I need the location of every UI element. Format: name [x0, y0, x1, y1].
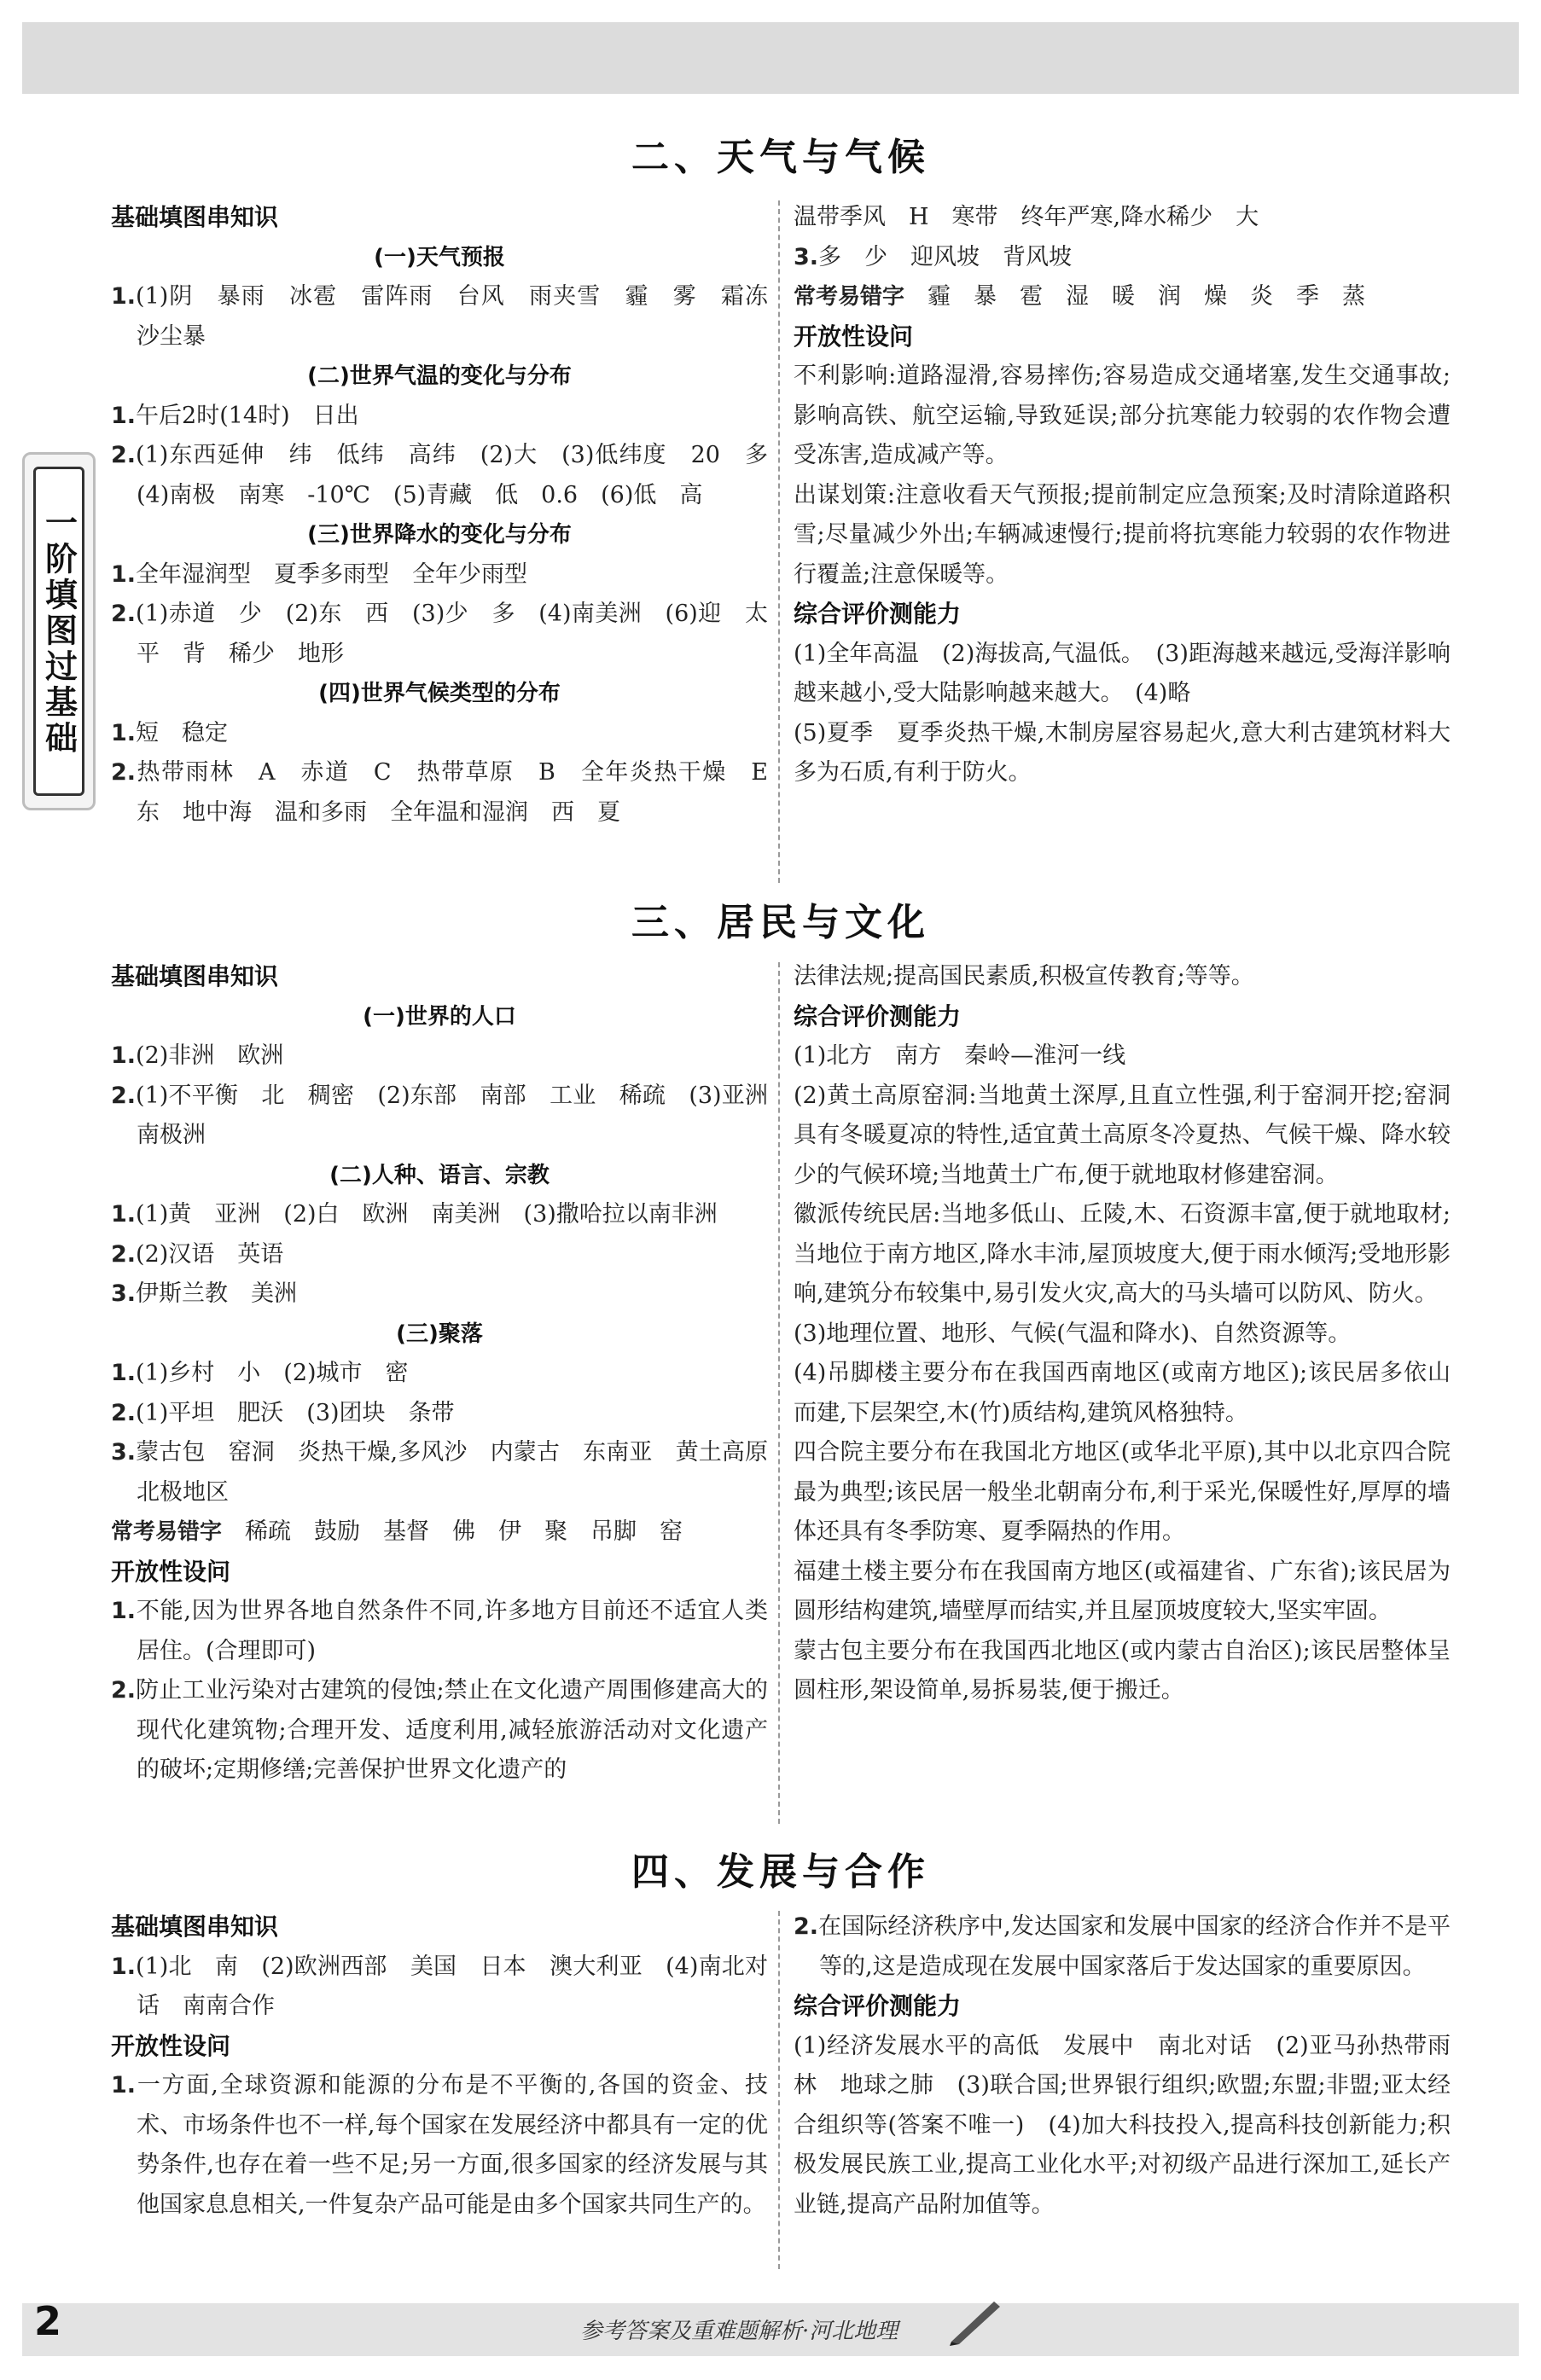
item-text: 全年湿润型 夏季多雨型 全年少雨型 — [136, 560, 528, 588]
answer-item — [794, 238, 1451, 278]
answer-item — [111, 1036, 768, 1077]
answer-paragraph: (2)黄土高原窑洞:当地黄土深厚,且直立性强,利于窑洞开挖;窑洞具有冬暖夏凉的特性,适宜黄土高原冬冷夏热、气候干燥、降水较少的气候环境;当地黄土广布,便于就地取材修建窑洞。 — [794, 1082, 1451, 1188]
column-divider — [778, 1911, 780, 2269]
side-tab-label: 一阶填图过基础 — [39, 506, 78, 757]
answer-item — [111, 1394, 768, 1434]
section-development-left — [111, 1907, 768, 2225]
answer-item — [111, 1671, 768, 1791]
subsection-heading: 开放性设问 — [794, 322, 914, 351]
answer-item — [111, 1948, 768, 2027]
item-text: (2)非洲 欧洲 — [136, 1042, 284, 1069]
item-text: (1)北 南 (2)欧洲西部 美国 日本 澳大利亚 (4)南北对话 南南合作 — [136, 1953, 768, 2019]
topic-heading: (三)聚落 — [396, 1321, 483, 1347]
answer-item — [111, 595, 768, 674]
section-development-right — [794, 1907, 1451, 2225]
answer-paragraph: (1)经济发展水平的高低 发展中 南北对话 (2)亚马孙热带雨林 地球之肺 (3)联合国;世界银行组织;欧盟;东盟;非盟;亚太经合组织等(答案不唯一) (4)加大科技投入,提高科技创新能力;积极发展民族工业,提高工业化水平;对初级产品进行深加工,延长产业链,提高产品附加值等。 — [794, 2032, 1451, 2218]
item-text: 蒙古包 窑洞 炎热干燥,多风沙 内蒙古 东南亚 黄土高原 北极地区 — [136, 1439, 791, 1506]
item-text: (1)东西延伸 纬 低纬 高纬 (2)大 (3)低纬度 20 多 (4)南极 南寒 -10℃ (5)青藏 低 0.6 (6)低 高 — [136, 442, 791, 508]
item-number: 1. — [111, 1201, 137, 1228]
topic-heading: (一)天气预报 — [374, 244, 505, 270]
item-number: 2. — [111, 1677, 137, 1704]
tag-text: 稀疏 鼓励 基督 佛 伊 聚 吊脚 窑 — [222, 1518, 683, 1545]
answer-item — [111, 1274, 768, 1315]
answer-item — [111, 1195, 768, 1235]
section-title-weather: 二、天气与气候 — [631, 136, 930, 179]
item-text: 伊斯兰教 美洲 — [136, 1280, 298, 1307]
answer-item — [111, 277, 791, 357]
subsection-heading: 基础填图串知识 — [111, 962, 279, 990]
pen-icon — [947, 2295, 1007, 2346]
item-text: (1)平坦 肥沃 (3)团块 条带 — [136, 1399, 455, 1426]
item-number: 2. — [111, 759, 137, 786]
topic-heading: (三)世界降水的变化与分布 — [307, 522, 572, 548]
answer-item — [111, 1235, 768, 1275]
answer-item — [111, 397, 768, 437]
tag-label: 常考易错字 — [794, 284, 905, 310]
answer-item — [111, 1077, 791, 1156]
answer-paragraph: 法律法规;提高国民素质,积极宣传教育;等等。 — [794, 963, 1254, 990]
answer-paragraph: 温带季风 H 寒带 终年严寒,降水稀少 大 — [794, 204, 1259, 230]
answer-item — [111, 2066, 768, 2225]
answer-paragraph: (5)夏季 夏季炎热干燥,木制房屋容易起火,意大利古建筑材料大多为石质,有利于防火。 — [794, 719, 1451, 786]
item-text: 一方面,全球资源和能源的分布是不平衡的,各国的资金、技术、市场条件也不一样,每个国家在发展经济中都具有一定的优势条件,也存在着一些不足;另一方面,很多国家的经济发展与其他国家息息相关,一件复杂产品可能是由多个国家共同生产的。 — [136, 2072, 768, 2218]
section-title-culture: 三、居民与文化 — [631, 901, 930, 944]
answer-item — [111, 1433, 791, 1512]
item-number: 1. — [111, 1042, 137, 1069]
tag-label: 常考易错字 — [111, 1519, 223, 1545]
answer-paragraph: 四合院主要分布在我国北方地区(或华北平原),其中以北京四合院最为典型;该民居一般坐北朝南分布,利于采光,保暖性好,厚厚的墙体还具有冬季防寒、夏季隔热的作用。 — [794, 1439, 1451, 1545]
answer-paragraph: 不利影响:道路湿滑,容易摔伤;容易造成交通堵塞,发生交通事故;影响高铁、航空运输,导致延误;部分抗寒能力较弱的农作物会遭受冻害,造成减产等。 — [794, 363, 1451, 468]
item-text: 多 少 迎风坡 背风坡 — [818, 243, 1073, 270]
answer-item — [111, 436, 791, 515]
tag-text: 霾 暴 雹 湿 暖 润 燥 炎 季 蒸 — [904, 283, 1366, 310]
subsection-heading: 综合评价测能力 — [794, 1992, 962, 2020]
item-number: 2. — [111, 1082, 137, 1109]
item-number: 1. — [111, 1360, 137, 1386]
subsection-heading: 综合评价测能力 — [794, 1001, 962, 1030]
item-number: 2. — [111, 1240, 137, 1268]
section-weather-left — [111, 198, 791, 833]
item-text: (1)赤道 少 (2)东 西 (3)少 多 (4)南美洲 (6)迎 太平 背 稀少 地形 — [136, 601, 768, 667]
item-number: 2. — [111, 1399, 137, 1426]
answer-paragraph: (4)吊脚楼主要分布在我国西南地区(或南方地区);该民居多依山而建,下层架空,木(竹)质结构,建筑风格独特。 — [794, 1360, 1451, 1426]
answer-paragraph: (1)北方 南方 秦岭—淮河一线 — [794, 1042, 1126, 1069]
error-prone-characters — [111, 1512, 768, 1553]
side-tab-frame — [33, 467, 84, 796]
answer-paragraph: (1)全年高温 (2)海拔高,气温低。 (3)距海越来越远,受海洋影响越来越小,受大陆影响越来越大。 (4)略 — [794, 640, 1451, 706]
item-number: 1. — [111, 2072, 137, 2098]
error-prone-characters — [794, 277, 1451, 317]
subsection-heading: 基础填图串知识 — [111, 1913, 279, 1941]
subsection-heading: 基础填图串知识 — [111, 203, 279, 231]
item-text: 不能,因为世界各地自然条件不同,许多地方目前还不适宜人类居住。(合理即可) — [136, 1598, 768, 1664]
item-number: 3. — [111, 1280, 137, 1307]
answer-paragraph: 徽派传统民居:当地多低山、丘陵,木、石资源丰富,便于就地取材;当地位于南方地区,降水丰沛,屋顶坡度大,便于雨水倾泻;受地形影响,建筑分布较集中,易引发火灾,高大的马头墙可以防风、防火。 — [794, 1201, 1451, 1307]
answer-paragraph: 蒙古包主要分布在我国西北地区(或内蒙古自治区);该民居整体呈圆柱形,架设简单,易拆易装,便于搬迁。 — [794, 1637, 1451, 1704]
item-number: 1. — [111, 1598, 137, 1624]
item-text: (1)黄 亚洲 (2)白 欧洲 南美洲 (3)撒哈拉以南非洲 — [136, 1201, 718, 1228]
item-text: (1)阴 暴雨 冰雹 雷阵雨 台风 雨夹雪 霾 雾 霜冻 沙尘暴 — [136, 283, 791, 350]
item-text: 防止工业污染对古建筑的侵蚀;禁止在文化遗产周围修建高大的现代化建筑物;合理开发、适度利用,减轻旅游活动对文化遗产的破坏;定期修缮;完善保护世界文化遗产的 — [136, 1677, 768, 1783]
answer-item — [111, 1354, 768, 1394]
section-title-development: 四、发展与合作 — [631, 1850, 930, 1894]
answer-item — [111, 1592, 768, 1671]
topic-heading: (二)人种、语言、宗教 — [329, 1162, 550, 1188]
section-culture-left — [111, 957, 791, 1791]
item-number: 3. — [794, 243, 819, 270]
footer-text: 参考答案及重难题解析·河北地理 — [580, 2319, 898, 2344]
topic-heading: (四)世界气候类型的分布 — [318, 681, 561, 706]
item-number: 1. — [111, 283, 137, 310]
item-number: 2. — [111, 442, 137, 468]
page-number: 2 — [34, 2298, 62, 2344]
section-weather-right — [794, 198, 1451, 793]
answer-item — [111, 555, 768, 595]
answer-item — [111, 714, 768, 754]
item-number: 3. — [111, 1439, 137, 1466]
answer-paragraph: 出谋划策:注意收看天气预报;提前制定应急预案;及时清除道路积雪;尽量减少外出;车辆减速慢行;提前将抗寒能力较弱的农作物进行覆盖;注意保暖等。 — [794, 481, 1451, 588]
answer-item — [794, 1907, 1451, 1987]
item-text: (1)不平衡 北 稠密 (2)东部 南部 工业 稀疏 (3)亚洲 南极洲 — [136, 1082, 791, 1148]
item-text: 午后2时(14时) 日出 — [136, 402, 359, 429]
answer-paragraph: (3)地理位置、地形、气候(气温和降水)、自然资源等。 — [794, 1320, 1352, 1347]
subsection-heading: 开放性设问 — [111, 2031, 231, 2060]
item-number: 1. — [111, 1953, 137, 1980]
item-number: 2. — [111, 601, 137, 627]
top-bar — [22, 22, 1519, 94]
item-number: 1. — [111, 402, 137, 429]
subsection-heading: 综合评价测能力 — [794, 600, 962, 628]
answer-paragraph: 福建土楼主要分布在我国南方地区(或福建省、广东省);该民居为圆形结构建筑,墙壁厚而结实,并且屋顶坡度较大,坚实牢固。 — [794, 1558, 1451, 1624]
topic-heading: (二)世界气温的变化与分布 — [307, 363, 572, 389]
section-culture-right — [794, 957, 1451, 1711]
subsection-heading: 开放性设问 — [111, 1557, 231, 1586]
item-text: (2)汉语 英语 — [136, 1240, 284, 1268]
topic-heading: (一)世界的人口 — [363, 1003, 516, 1030]
answer-item — [111, 753, 791, 833]
item-text: 热带雨林 A 赤道 C 热带草原 B 全年炎热干燥 E 东 地中海 温和多雨 全年温和湿润 西 夏 — [136, 759, 791, 826]
item-text: (1)乡村 小 (2)城市 密 — [136, 1360, 409, 1386]
item-text: 短 稳定 — [136, 719, 229, 746]
item-number: 2. — [794, 1913, 819, 1940]
side-tab — [22, 452, 96, 810]
item-text: 在国际经济秩序中,发达国家和发展中国家的经济合作并不是平等的,这是造成现在发展中国家落后于发达国家的重要原因。 — [818, 1913, 1451, 1980]
item-number: 1. — [111, 560, 137, 588]
item-number: 1. — [111, 719, 137, 746]
